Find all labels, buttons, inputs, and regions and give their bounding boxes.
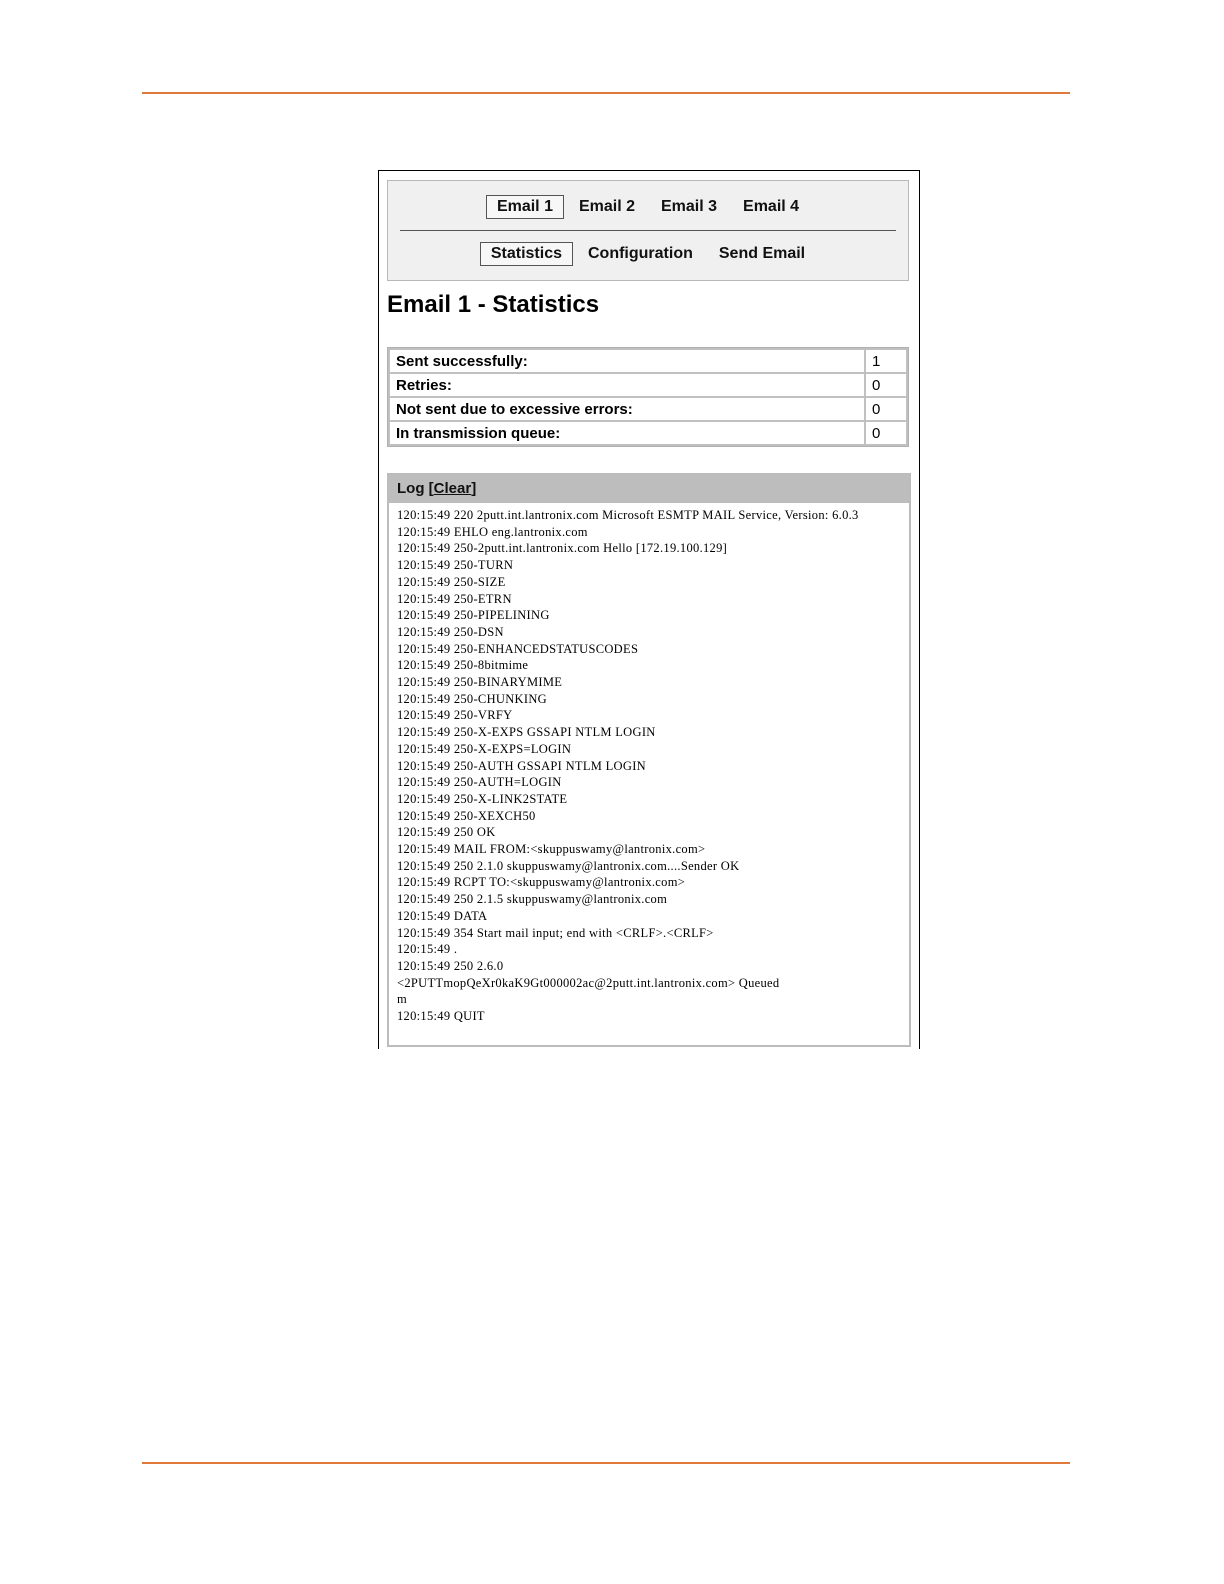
navigation-panel bbox=[387, 180, 909, 281]
log-line: 120:15:49 250 OK bbox=[397, 825, 496, 840]
stat-value: 1 bbox=[866, 350, 906, 372]
stat-value: 0 bbox=[866, 422, 906, 444]
log-line: 120:15:49 250-X-EXPS GSSAPI NTLM LOGIN bbox=[397, 725, 656, 740]
log-line: 120:15:49 QUIT bbox=[397, 1009, 485, 1024]
log-line: 120:15:49 . bbox=[397, 942, 458, 957]
log-line: 120:15:49 354 Start mail input; end with <CRLF>.<CRLF> bbox=[397, 925, 714, 940]
tab-email-2[interactable]: Email 2 bbox=[578, 198, 635, 215]
stat-value: 0 bbox=[866, 398, 906, 420]
tab-email-4[interactable]: Email 4 bbox=[743, 198, 800, 215]
stat-value: 0 bbox=[866, 374, 906, 396]
log-line: 120:15:49 250 2.6.0 <2PUTTmopQeXr0kaK9Gt000002ac@2putt.int.lantronix.com> Queued m bbox=[397, 958, 780, 1007]
log-line: 120:15:49 250-8bitmime bbox=[397, 658, 529, 673]
log-line: 120:15:49 250-2putt.int.lantronix.com Hello [172.19.100.129] bbox=[397, 541, 728, 556]
log-panel bbox=[387, 473, 911, 1047]
log-line: 120:15:49 250-TURN bbox=[397, 558, 514, 573]
stat-label: Sent successfully: bbox=[390, 350, 864, 372]
log-title: Log bbox=[397, 480, 429, 497]
table-row bbox=[390, 350, 906, 372]
log-line: 120:15:49 250-DSN bbox=[397, 624, 504, 639]
log-line: 120:15:49 250 2.1.0 skuppuswamy@lantronix.com....Sender OK bbox=[397, 858, 740, 873]
log-line: 120:15:49 250-PIPELINING bbox=[397, 608, 550, 623]
sub-tab-row bbox=[388, 242, 908, 266]
page-title: Email 1 - Statistics bbox=[387, 291, 600, 318]
tab-statistics[interactable]: Statistics bbox=[480, 242, 573, 266]
header-rule bbox=[142, 92, 1070, 94]
email-statistics-screenshot bbox=[378, 170, 920, 1049]
tab-send-email[interactable]: Send Email bbox=[718, 245, 806, 262]
tab-email-1[interactable]: Email 1 bbox=[486, 195, 564, 219]
log-content[interactable] bbox=[389, 503, 909, 1025]
log-line: 120:15:49 250-VRFY bbox=[397, 708, 513, 723]
log-line: 120:15:49 250-X-EXPS=LOGIN bbox=[397, 741, 572, 756]
statistics-table bbox=[387, 347, 909, 447]
log-line: 120:15:49 250 2.1.5 skuppuswamy@lantronix.com bbox=[397, 892, 668, 907]
log-line: 120:15:49 250-X-LINK2STATE bbox=[397, 791, 568, 806]
log-line: 120:15:49 250-CHUNKING bbox=[397, 691, 547, 706]
clear-bracket-close: ] bbox=[471, 480, 477, 497]
log-line: 120:15:49 220 2putt.int.lantronix.com Microsoft ESMTP MAIL Service, Version: 6.0.3 bbox=[397, 508, 859, 522]
tab-configuration[interactable]: Configuration bbox=[588, 245, 693, 262]
log-line: 120:15:49 250-SIZE bbox=[397, 574, 506, 589]
stat-label: In transmission queue: bbox=[390, 422, 864, 444]
stat-label: Retries: bbox=[390, 374, 864, 396]
log-line: 120:15:49 250-BINARYMIME bbox=[397, 675, 563, 690]
tab-email-3[interactable]: Email 3 bbox=[661, 198, 718, 215]
log-line: 120:15:49 250-AUTH GSSAPI NTLM LOGIN bbox=[397, 758, 646, 773]
log-line: 120:15:49 250-XEXCH50 bbox=[397, 808, 536, 823]
table-row bbox=[390, 398, 906, 420]
footer-rule bbox=[142, 1462, 1070, 1464]
log-line: 120:15:49 EHLO eng.lantronix.com bbox=[397, 524, 588, 539]
email-tab-row bbox=[388, 195, 908, 219]
log-line: 120:15:49 DATA bbox=[397, 908, 488, 923]
table-row bbox=[390, 374, 906, 396]
log-line: 120:15:49 MAIL FROM:<skuppuswamy@lantronix.com> bbox=[397, 842, 706, 857]
log-line: 120:15:49 250-AUTH=LOGIN bbox=[397, 775, 562, 790]
log-header bbox=[389, 475, 909, 503]
clear-bracket-open: [ bbox=[428, 480, 434, 497]
log-line: 120:15:49 250-ENHANCEDSTATUSCODES bbox=[397, 641, 639, 656]
log-line: 120:15:49 250-ETRN bbox=[397, 591, 512, 606]
stat-label: Not sent due to excessive errors: bbox=[390, 398, 864, 420]
log-line: 120:15:49 RCPT TO:<skuppuswamy@lantronix.com> bbox=[397, 875, 686, 890]
table-row bbox=[390, 422, 906, 444]
clear-log-link[interactable]: Clear bbox=[433, 480, 472, 497]
tab-divider bbox=[400, 230, 896, 231]
